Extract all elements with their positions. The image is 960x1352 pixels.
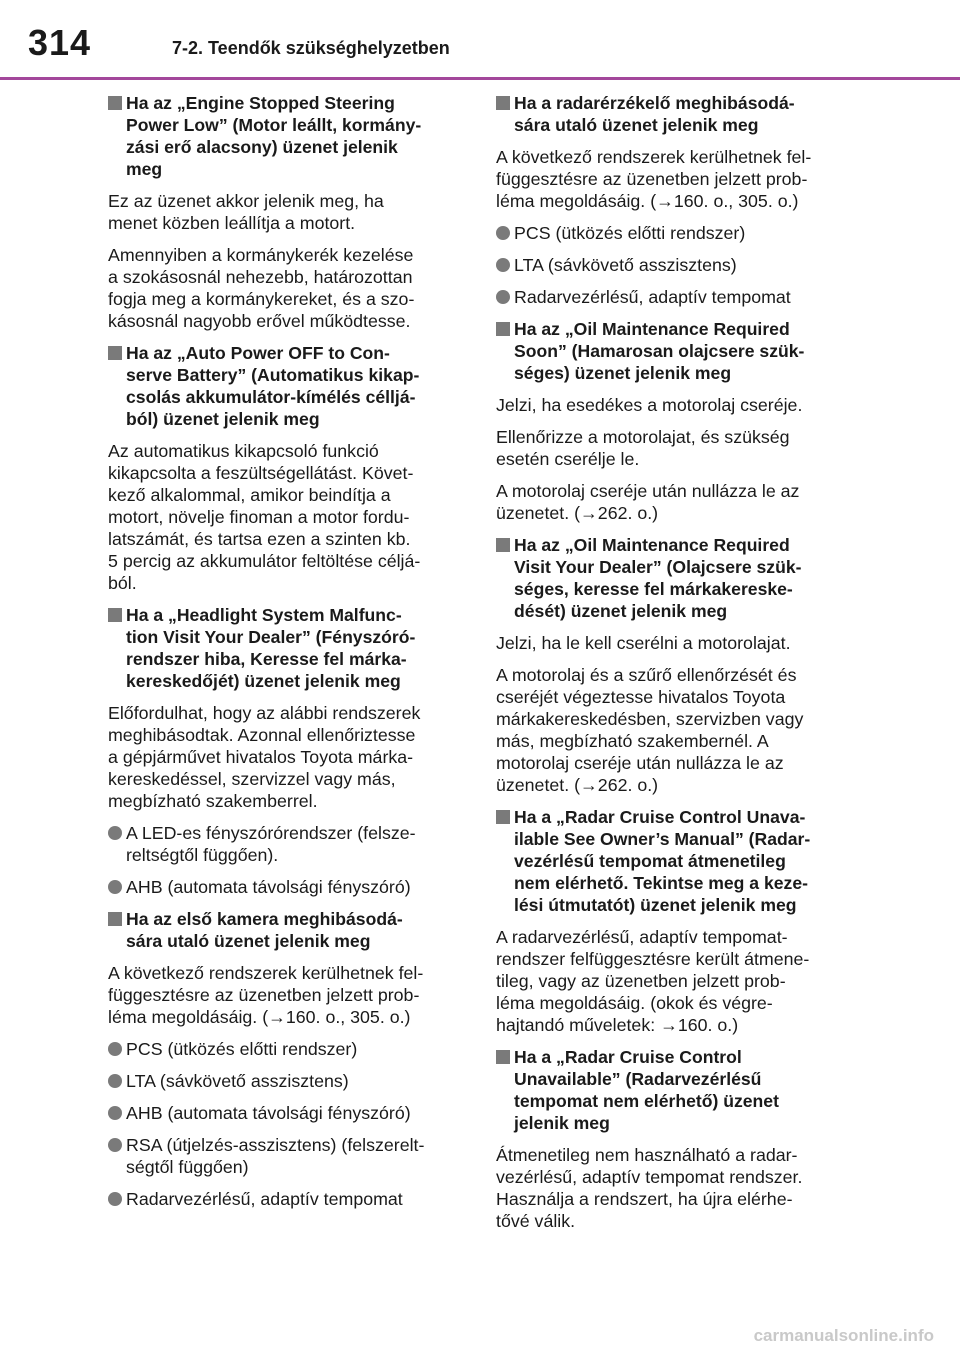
- text-line: Ha a radarérzékelő meghibásodá-: [514, 93, 795, 113]
- text-line: tileg, vagy az üzenetben jelzett prob-: [496, 971, 786, 991]
- paragraph: [496, 1144, 856, 1232]
- text-line: fogja meg a kormánykereket, és a szo-: [108, 289, 415, 309]
- section-heading: [108, 604, 466, 692]
- bullet-item: [108, 1102, 466, 1124]
- text-line: PCS (ütközés előtti rendszer): [126, 1039, 358, 1059]
- text-line: Átmenetileg nem használható a radar-: [496, 1145, 798, 1165]
- paragraph: [108, 702, 466, 812]
- text-line: csolás akkumulátor-kímélés célljá-: [126, 387, 416, 407]
- text-line: függesztésre az üzenetben jelzett prob-: [496, 169, 808, 189]
- bullet-item: [496, 222, 856, 244]
- text-line: rendszer felfüggesztésre került átmene-: [496, 949, 810, 969]
- text-line: Ha az „Oil Maintenance Required: [514, 319, 790, 339]
- text-line: Soon” (Hamarosan olajcsere szük-: [514, 341, 805, 361]
- text-line: Ez az üzenet akkor jelenik meg, ha: [108, 191, 384, 211]
- text-line: márkakereskedésben, szervizben vagy: [496, 709, 804, 729]
- round-bullet-icon: [496, 258, 510, 272]
- text-line: Előfordulhat, hogy az alábbi rendszerek: [108, 703, 421, 723]
- text-line: tion Visit Your Dealer” (Fényszóró-: [126, 627, 416, 647]
- square-bullet-icon: [496, 538, 510, 552]
- text-line: üzenetet. (→262. o.): [496, 503, 659, 523]
- text-line: jelenik meg: [514, 1113, 610, 1133]
- paragraph: [496, 632, 856, 654]
- text-line: hajtandó műveletek: →160. o.): [496, 1015, 739, 1035]
- text-line: motorolaj cseréje után nullázza le az: [496, 753, 784, 773]
- round-bullet-icon: [108, 826, 122, 840]
- section-heading: [496, 1046, 856, 1134]
- section-heading: [496, 318, 856, 384]
- square-bullet-icon: [496, 810, 510, 824]
- round-bullet-icon: [108, 880, 122, 894]
- text-line: Használja a rendszert, ha újra elérhe-: [496, 1189, 793, 1209]
- square-bullet-icon: [496, 1050, 510, 1064]
- paragraph: [496, 664, 856, 796]
- text-line: LTA (sávkövető asszisztens): [514, 255, 737, 275]
- text-line: sára utaló üzenet jelenik meg: [514, 115, 759, 135]
- text-line: vezérlésű, adaptív tempomat rendszer.: [496, 1167, 803, 1187]
- text-line: Ha az „Engine Stopped Steering: [126, 93, 395, 113]
- text-line: léma megoldásáig. (okok és végre-: [496, 993, 773, 1013]
- round-bullet-icon: [496, 226, 510, 240]
- round-bullet-icon: [496, 290, 510, 304]
- text-line: meg: [126, 159, 163, 179]
- text-line: ból) üzenet jelenik meg: [126, 409, 320, 429]
- text-line: a szokásosnál nehezebb, határozottan: [108, 267, 413, 287]
- text-line: más, megbízható szakembernél. A: [496, 731, 769, 751]
- text-line: zási erő alacsony) üzenet jelenik: [126, 137, 398, 157]
- text-line: meghibásodtak. Azonnal ellenőriztesse: [108, 725, 416, 745]
- text-line: Ha az „Auto Power OFF to Con-: [126, 343, 390, 363]
- text-line: léma megoldásáig. (→160. o., 305. o.): [108, 1007, 411, 1027]
- text-line: kereskedőjét) üzenet jelenik meg: [126, 671, 401, 691]
- text-line: ból.: [108, 573, 137, 593]
- text-line: ségtől függően): [126, 1157, 249, 1177]
- text-line: A radarvezérlésű, adaptív tempomat-: [496, 927, 788, 947]
- text-line: léma megoldásáig. (→160. o., 305. o.): [496, 191, 799, 211]
- text-line: LTA (sávkövető asszisztens): [126, 1071, 349, 1091]
- section-heading: [108, 908, 466, 952]
- left-column: [108, 92, 466, 1220]
- paragraph: [496, 926, 856, 1036]
- text-line: Ellenőrizze a motorolajat, és szükség: [496, 427, 790, 447]
- text-line: AHB (automata távolsági fényszóró): [126, 1103, 411, 1123]
- text-line: vezérlésű tempomat átmenetileg: [514, 851, 786, 871]
- watermark: carmanualsonline.info: [753, 1326, 934, 1345]
- round-bullet-icon: [108, 1106, 122, 1120]
- text-line: A motorolaj és a szűrő ellenőrzését és: [496, 665, 797, 685]
- text-line: latszámát, és tartsa ezen a szinten kb.: [108, 529, 411, 549]
- square-bullet-icon: [108, 346, 122, 360]
- text-line: Radarvezérlésű, adaptív tempomat: [126, 1189, 403, 1209]
- paragraph: [108, 244, 466, 332]
- text-line: Unavailable” (Radarvezérlésű: [514, 1069, 762, 1089]
- section-heading: [108, 342, 466, 430]
- text-line: esetén cserélje le.: [496, 449, 640, 469]
- paragraph: [496, 146, 856, 212]
- square-bullet-icon: [108, 912, 122, 926]
- text-line: függesztésre az üzenetben jelzett prob-: [108, 985, 420, 1005]
- text-line: dését) üzenet jelenik meg: [514, 601, 728, 621]
- bullet-item: [108, 1038, 466, 1060]
- text-line: serve Battery” (Automatikus kikap-: [126, 365, 420, 385]
- text-line: lési útmutatót) üzenet jelenik meg: [514, 895, 797, 915]
- text-line: Ha az első kamera meghibásodá-: [126, 909, 403, 929]
- text-line: Amennyiben a kormánykerék kezelése: [108, 245, 414, 265]
- text-line: Ha a „Radar Cruise Control Unava-: [514, 807, 806, 827]
- text-line: A motorolaj cseréje után nullázza le az: [496, 481, 800, 501]
- bullet-item: [496, 254, 856, 276]
- text-line: Ha a „Headlight System Malfunc-: [126, 605, 402, 625]
- text-line: Jelzi, ha le kell cserélni a motorolajat.: [496, 633, 791, 653]
- section-heading: [496, 534, 856, 622]
- page-number: 314: [28, 22, 92, 63]
- text-line: Visit Your Dealer” (Olajcsere szük-: [514, 557, 802, 577]
- square-bullet-icon: [108, 608, 122, 622]
- section-heading: [496, 806, 856, 916]
- section-heading: [496, 92, 856, 136]
- text-line: Power Low” (Motor leállt, kormány-: [126, 115, 422, 135]
- bullet-item: [496, 286, 856, 308]
- round-bullet-icon: [108, 1042, 122, 1056]
- text-line: Az automatikus kikapcsoló funkció: [108, 441, 379, 461]
- paragraph: [496, 426, 856, 470]
- text-line: séges, keresse fel márkakereske-: [514, 579, 793, 599]
- text-line: motort, növelje finoman a motor fordu-: [108, 507, 410, 527]
- text-line: üzenetet. (→262. o.): [496, 775, 659, 795]
- text-line: AHB (automata távolsági fényszóró): [126, 877, 411, 897]
- square-bullet-icon: [496, 322, 510, 336]
- text-line: ilable See Owner’s Manual” (Radar-: [514, 829, 811, 849]
- text-line: A következő rendszerek kerülhetnek fel-: [496, 147, 812, 167]
- text-line: Ha az „Oil Maintenance Required: [514, 535, 790, 555]
- bullet-item: [108, 876, 466, 898]
- text-line: Radarvezérlésű, adaptív tempomat: [514, 287, 791, 307]
- bullet-item: [108, 1070, 466, 1092]
- section-title: 7-2. Teendők szükséghelyzetben: [172, 38, 450, 58]
- square-bullet-icon: [108, 96, 122, 110]
- text-line: A LED-es fényszórórendszer (felsze-: [126, 823, 416, 843]
- paragraph: [108, 190, 466, 234]
- text-line: nem elérhető. Tekintse meg a keze-: [514, 873, 808, 893]
- bullet-item: [108, 822, 466, 866]
- page-header: [0, 0, 960, 78]
- text-line: tempomat nem elérhető) üzenet: [514, 1091, 779, 1111]
- paragraph: [108, 440, 466, 594]
- text-line: sára utaló üzenet jelenik meg: [126, 931, 371, 951]
- text-line: PCS (ütközés előtti rendszer): [514, 223, 746, 243]
- text-line: cseréjét végeztesse hivatalos Toyota: [496, 687, 786, 707]
- round-bullet-icon: [108, 1192, 122, 1206]
- text-line: kásosnál nagyobb erővel működtesse.: [108, 311, 411, 331]
- text-line: 5 percig az akkumulátor feltöltése céljá-: [108, 551, 421, 571]
- text-line: megbízható szakemberrel.: [108, 791, 318, 811]
- paragraph: [496, 394, 856, 416]
- text-line: menet közben leállítja a motort.: [108, 213, 356, 233]
- paragraph: [108, 962, 466, 1028]
- text-line: rendszer hiba, Keresse fel márka-: [126, 649, 407, 669]
- text-line: kereskedéssel, szervizzel vagy más,: [108, 769, 396, 789]
- square-bullet-icon: [496, 96, 510, 110]
- text-line: a gépjárművet hivatalos Toyota márka-: [108, 747, 414, 767]
- round-bullet-icon: [108, 1074, 122, 1088]
- round-bullet-icon: [108, 1138, 122, 1152]
- paragraph: [496, 480, 856, 524]
- text-line: A következő rendszerek kerülhetnek fel-: [108, 963, 424, 983]
- text-line: séges) üzenet jelenik meg: [514, 363, 732, 383]
- text-line: Ha a „Radar Cruise Control: [514, 1047, 742, 1067]
- bullet-item: [108, 1134, 466, 1178]
- text-line: Jelzi, ha esedékes a motorolaj cseréje.: [496, 395, 803, 415]
- text-line: reltségtől függően).: [126, 845, 279, 865]
- text-line: kező alkalommal, amikor beindítja a: [108, 485, 391, 505]
- text-line: tővé válik.: [496, 1211, 576, 1231]
- bullet-item: [108, 1188, 466, 1210]
- header-rule: [0, 77, 960, 80]
- text-line: RSA (útjelzés-asszisztens) (felszerelt-: [126, 1135, 425, 1155]
- text-line: kikapcsolta a feszültségellátást. Követ-: [108, 463, 414, 483]
- right-column: [496, 92, 856, 1242]
- section-heading: [108, 92, 466, 180]
